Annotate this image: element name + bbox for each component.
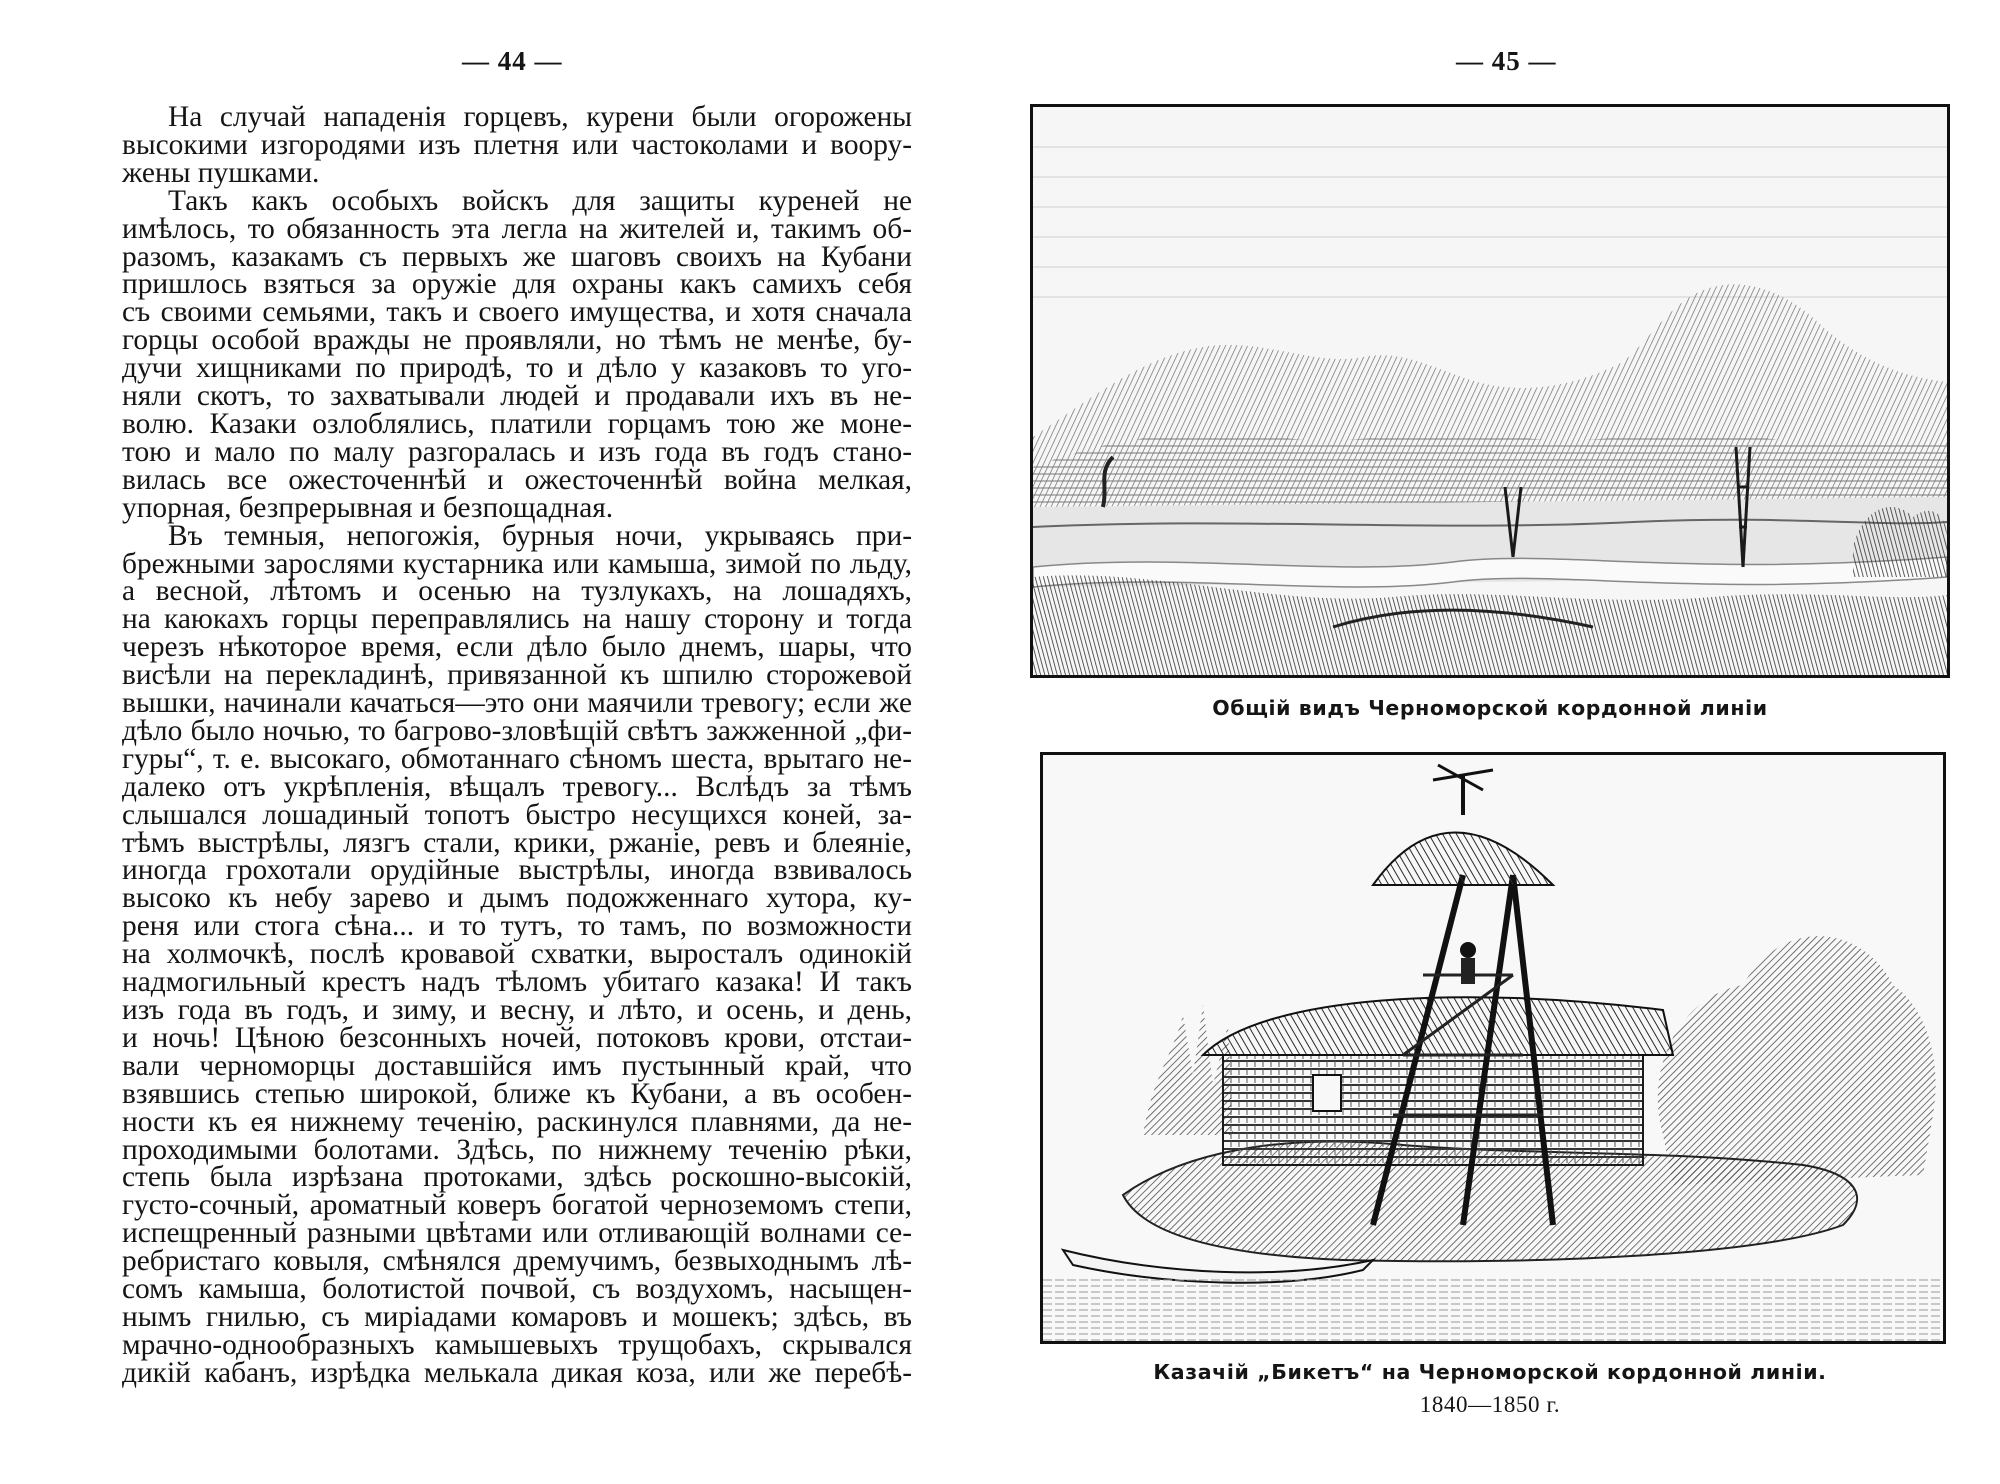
text-line: проходимыми болотами. Здѣсь, по нижнему теченію рѣки, [122, 1133, 912, 1166]
text-line: нымъ гнилью, съ миріадами комаровъ и мошекъ; здѣсь, въ [122, 1300, 912, 1333]
page-number-left: — 44 — [462, 46, 563, 76]
text-line: На случай нападенія горцевъ, курени были огорожены [168, 101, 912, 133]
text-line: тою и мало по малу разгоралась и изъ года въ годъ стано- [122, 435, 912, 468]
text-line: слышался лошадиный топотъ быстро несущихся коней, за- [122, 798, 912, 831]
text-line: жены пушками. [122, 156, 320, 189]
text-line: на каюкахъ горцы переправлялись на нашу сторону и тогда [122, 603, 912, 636]
text-line: брежными зарослями кустарника или камыша, зимой по льду, [122, 547, 912, 580]
left-page-text [122, 101, 912, 1389]
paragraph [122, 101, 912, 1389]
text-line: на холмочкѣ, послѣ кровавой схватки, выросталъ одинокій [122, 938, 912, 971]
text-line: испещренный разными цвѣтами или отливающій волнами се- [122, 1217, 912, 1250]
text-line: высоко къ небу зарево и дымъ подожженнаго хутора, ку- [122, 882, 912, 915]
landscape-illustration [1033, 107, 1947, 675]
text-line: степь была изрѣзана протоками, здѣсь роскошно-высокій, [122, 1161, 912, 1194]
text-line: горцы особой вражды не проявляли, но тѣмъ не менѣе, бу- [122, 324, 912, 357]
text-line: мрачно-однообразныхъ камышевыхъ трущобахъ, скрывался [122, 1328, 912, 1361]
text-line: а весной, лѣтомъ и осенью на тузлукахъ, на лошадяхъ, [122, 575, 912, 608]
text-line: разомъ, казакамъ съ первыхъ же шаговъ своихъ на Кубани [122, 240, 912, 273]
text-line: дучи хищниками по природѣ, то и дѣло у казаковъ то уго- [122, 352, 912, 385]
text-line: няли скотъ, то захватывали людей и продавали ихъ въ не- [122, 380, 912, 413]
picket-engraving [1040, 752, 1946, 1344]
page-number-right: — 45 — [1456, 46, 1557, 76]
text-line: Такъ какъ особыхъ войскъ для защиты куреней не [168, 184, 912, 217]
text-line: взявшись степью широкой, ближе къ Кубани, а въ особен- [122, 1077, 912, 1110]
text-line: высокими изгородями изъ плетня или частоколами и воору- [122, 128, 912, 161]
text-line: имѣлось, то обязанность эта легла на жителей и, такимъ об- [122, 212, 912, 245]
text-line: волю. Казаки озлоблялись, платили горцамъ тою же моне- [122, 407, 912, 440]
text-line: ребристаго ковыля, смѣнялся дремучимъ, безвыходнымъ лѣ- [122, 1245, 912, 1278]
top-figure-caption: Общій видъ Черноморской кордонной линіи [1212, 696, 1768, 720]
text-line: реня или стога сѣна... и то тутъ, то тамъ, по возможности [122, 910, 912, 943]
text-line: пришлось взяться за оружіе для охраны какъ самихъ себя [122, 268, 912, 301]
landscape-engraving [1030, 104, 1950, 678]
bottom-figure-caption: Казачій „Бикетъ“ на Черноморской кордонной линіи. [1153, 1360, 1827, 1384]
text-line: сомъ камыша, болотистой почвой, съ воздухомъ, насыщен- [122, 1273, 912, 1306]
text-line: вышки, начинали качаться—это они маячили тревогу; если же [122, 687, 912, 720]
text-line: дѣло было ночью, то багрово-зловѣщій свѣтъ зажженной „фи- [122, 714, 912, 747]
text-line: дикій кабанъ, изрѣдка мелькала дикая коза, или же перебѣ- [122, 1356, 912, 1389]
text-line: и ночь! Цѣною безсонныхъ ночей, потоковъ крови, отстаи- [122, 1021, 912, 1054]
text-line: упорная, безпрерывная и безпощадная. [122, 491, 614, 524]
text-line: вилась все ожесточеннѣй и ожесточеннѣй война мелкая, [122, 463, 912, 496]
text-line: черезъ нѣкоторое время, если дѣло было днемъ, шары, что [122, 631, 912, 664]
picket-illustration [1043, 755, 1943, 1341]
bottom-figure-years: 1840—1850 г. [1419, 1392, 1561, 1417]
text-line: ности къ ея нижнему теченію, раскинулся плавнями, да не- [122, 1105, 912, 1138]
text-line: изъ года въ годъ, и зиму, и весну, и лѣто, и осень, и день, [122, 994, 912, 1026]
text-line: надмогильный крестъ надъ тѣломъ убитаго казака! И такъ [122, 966, 912, 999]
text-line: иногда грохотали орудійные выстрѣлы, иногда взвивалось [122, 854, 912, 887]
text-line: висѣли на перекладинѣ, привязанной къ шпилю сторожевой [122, 659, 912, 692]
text-line: гуры“, т. е. высокаго, обмотаннаго сѣномъ шеста, врытаго не- [122, 742, 912, 775]
text-line: вали черноморцы доставшійся имъ пустынный край, что [122, 1049, 912, 1082]
text-line: съ своими семьями, такъ и своего имущества, и хотя сначала [122, 296, 912, 329]
text-line: далеко отъ укрѣпленія, вѣщалъ тревогу... Вслѣдъ за тѣмъ [122, 770, 912, 803]
text-line: густо-сочный, ароматный коверъ богатой черноземомъ степи, [122, 1189, 912, 1222]
text-line: тѣмъ выстрѣлы, лязгъ стали, крики, ржаніе, ревъ и блеяніе, [122, 826, 912, 859]
text-line: Въ темныя, непогожія, бурныя ночи, укрываясь при- [168, 519, 912, 552]
